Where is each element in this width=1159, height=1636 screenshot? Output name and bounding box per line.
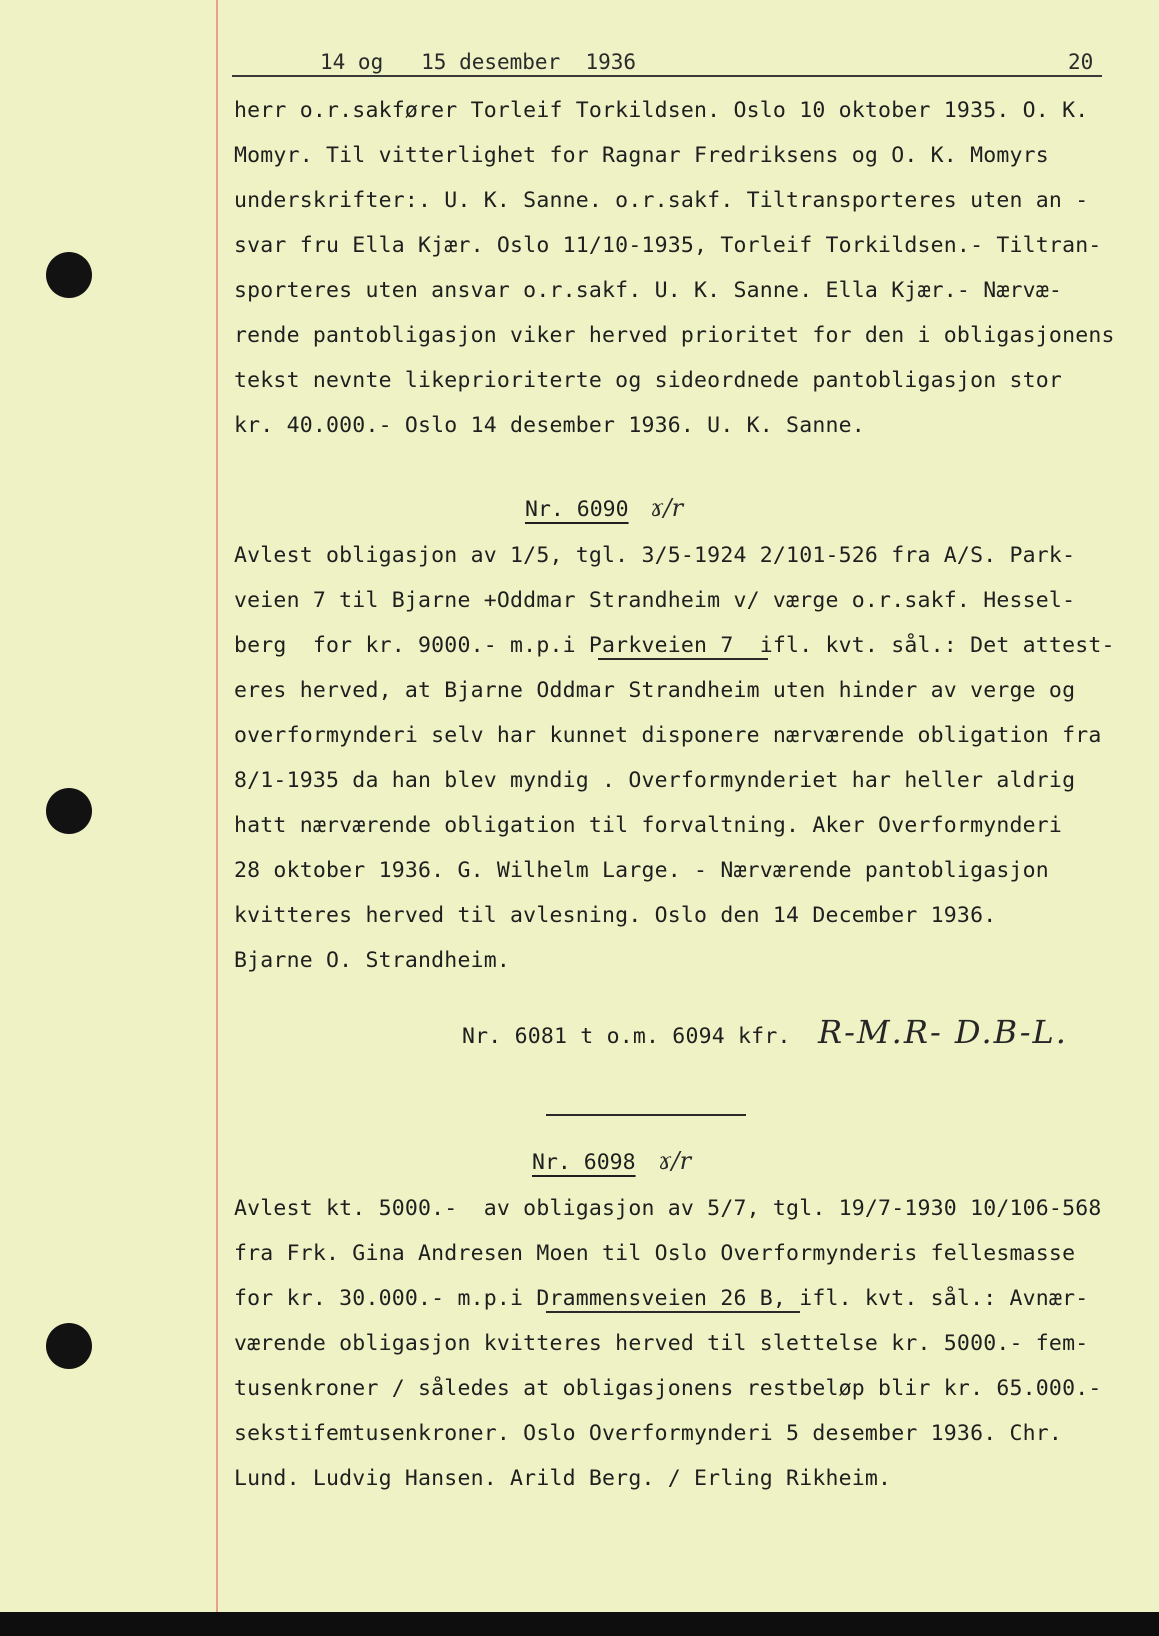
- text-line: Avlest kt. 5000.- av obligasjon av 5/7, tgl. 19/7-1930 10/106-568: [234, 1196, 1102, 1221]
- text-line: Momyr. Til vitterlighet for Ragnar Fredriksens og O. K. Momyrs: [234, 143, 1049, 168]
- text-line: Bjarne O. Strandheim.: [234, 948, 511, 973]
- handwritten-signature: R-M.R- D.B-L.: [818, 1013, 1068, 1051]
- clerk-initials: ɤ/r: [658, 1147, 692, 1175]
- underline-mark: [598, 658, 768, 660]
- text-line: Lund. Ludvig Hansen. Arild Berg. / Erling Rikheim.: [234, 1466, 892, 1491]
- text-line: tusenkroner / således at obligasjonens restbeløp blir kr. 65.000.-: [234, 1376, 1102, 1401]
- text-line: 8/1-1935 da han blev myndig . Overformynderiet har heller aldrig: [234, 768, 1076, 793]
- text-line: 28 oktober 1936. G. Wilhelm Large. - Nærværende pantobligasjon: [234, 858, 1049, 883]
- text-line: sporteres uten ansvar o.r.sakf. U. K. Sanne. Ella Kjær.- Nærvæ-: [234, 278, 1063, 303]
- margin-rule: [216, 0, 218, 1612]
- text-line: kr. 40.000.- Oslo 14 desember 1936. U. K. Sanne.: [234, 413, 865, 438]
- page-number: 20: [1068, 50, 1094, 74]
- text-line: for kr. 30.000.- m.p.i Drammensveien 26 B, ifl. kvt. sål.: Avnær-: [234, 1286, 1089, 1311]
- clerk-initials: ɤ/r: [650, 494, 684, 522]
- text-line: rende pantobligasjon viker herved prioritet for den i obligasjonens: [234, 323, 1115, 348]
- binder-hole: [46, 1323, 92, 1369]
- underline-mark: [546, 1311, 800, 1313]
- text-line: overformynderi selv har kunnet disponere nærværende obligation fra: [234, 723, 1102, 748]
- header-date: 14 og 15 desember 1936: [320, 50, 637, 74]
- text-line: værende obligasjon kvitteres herved til slettelse kr. 5000.- fem-: [234, 1331, 1089, 1356]
- text-line: kvitteres herved til avlesning. Oslo den 14 December 1936.: [234, 903, 997, 928]
- text-line: svar fru Ella Kjær. Oslo 11/10-1935, Torleif Torkildsen.- Tiltran-: [234, 233, 1102, 258]
- text-line: herr o.r.sakfører Torleif Torkildsen. Oslo 10 oktober 1935. O. K.: [234, 98, 1089, 123]
- binder-hole: [46, 788, 92, 834]
- reference-line: Nr. 6081 t o.m. 6094 kfr.: [462, 1024, 791, 1049]
- text-line: veien 7 til Bjarne +Oddmar Strandheim v/ værge o.r.sakf. Hessel-: [234, 588, 1076, 613]
- text-line: hatt nærværende obligation til forvaltning. Aker Overformynderi: [234, 813, 1063, 838]
- entry-title: Nr. 6098: [532, 1150, 636, 1175]
- text-line: eres herved, at Bjarne Oddmar Strandheim uten hinder av verge og: [234, 678, 1076, 703]
- scan-bottom-edge: [0, 1612, 1159, 1636]
- text-line: underskrifter:. U. K. Sanne. o.r.sakf. Tiltransporteres uten an -: [234, 188, 1089, 213]
- section-separator: [546, 1114, 746, 1116]
- text-line: fra Frk. Gina Andresen Moen til Oslo Overformynderis fellesmasse: [234, 1241, 1076, 1266]
- header-rule: [232, 75, 1102, 77]
- text-line: berg for kr. 9000.- m.p.i Parkveien 7 ifl. kvt. sål.: Det attest-: [234, 633, 1115, 658]
- text-line: sekstifemtusenkroner. Oslo Overformynderi 5 desember 1936. Chr.: [234, 1421, 1063, 1446]
- binder-hole: [46, 252, 92, 298]
- text-line: Avlest obligasjon av 1/5, tgl. 3/5-1924 2/101-526 fra A/S. Park-: [234, 543, 1076, 568]
- text-line: tekst nevnte likeprioriterte og sideordnede pantobligasjon stor: [234, 368, 1063, 393]
- entry-title: Nr. 6090: [525, 497, 629, 522]
